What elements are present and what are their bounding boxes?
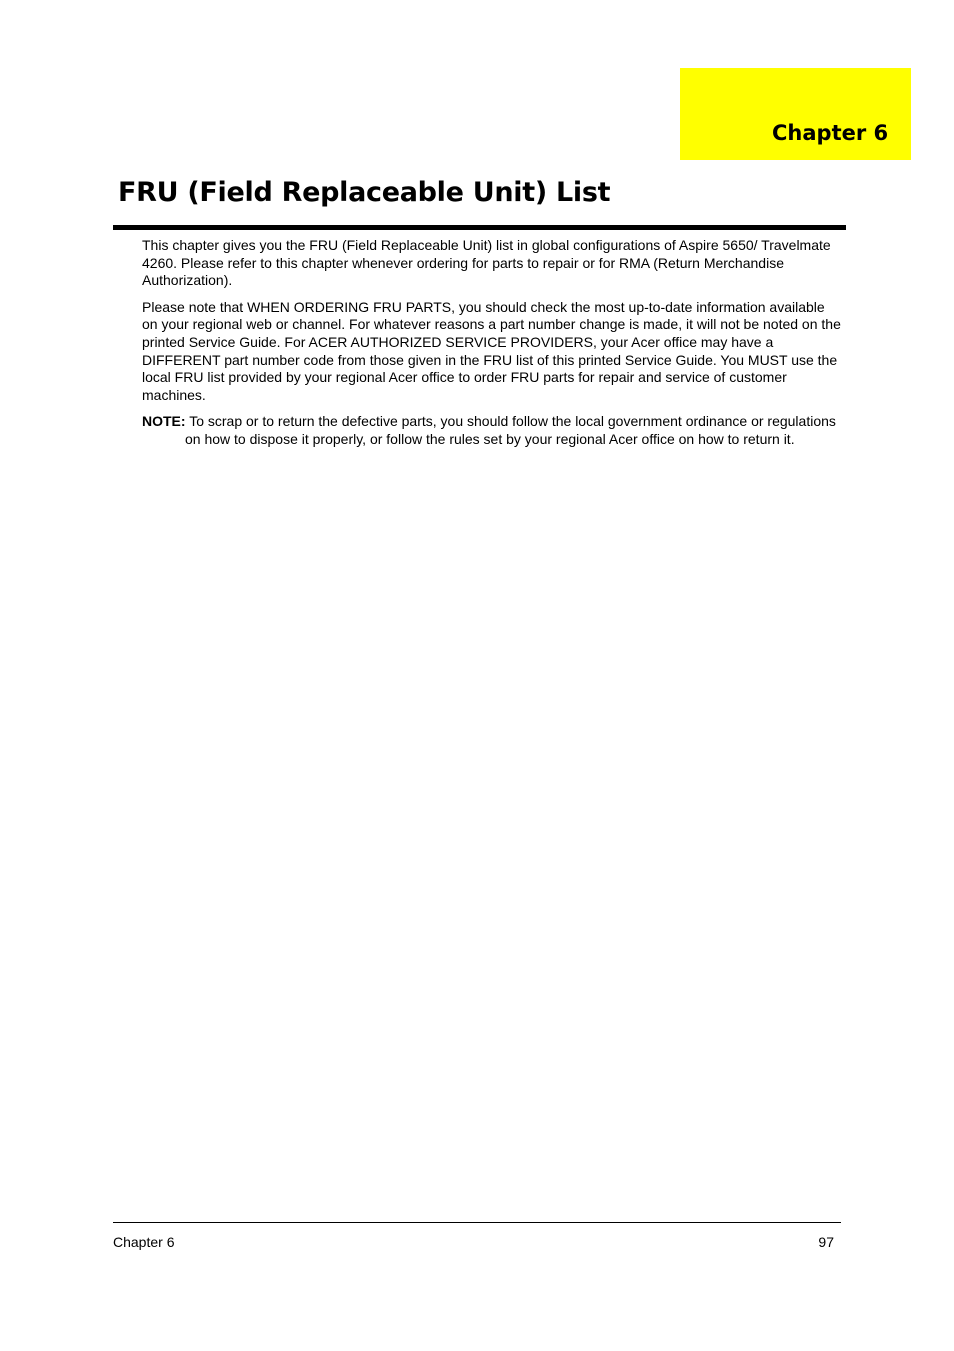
note: [142, 413, 842, 448]
note-text: To scrap or to return the defective parts, you should follow the local government ordinance or regulations on how to dispose it properly, or follow the rules set by your regional Acer office on how to return it.: [185, 413, 836, 448]
chapter-tab-label: Chapter 6: [772, 121, 889, 145]
note-label: NOTE:: [142, 413, 186, 430]
intro-paragraph: This chapter gives you the FRU (Field Replaceable Unit) list in global configurations of Aspire 5650/ Travelmate 4260. Please refer to this chapter whenever ordering for parts to repair or for RMA (Return Merchandise Authorization).: [142, 237, 831, 289]
page-title: FRU (Field Replaceable Unit) List: [118, 177, 611, 208]
footer-divider: [113, 1222, 841, 1223]
footer-chapter: Chapter 6: [113, 1234, 175, 1250]
chapter-intro: [142, 237, 842, 449]
chapter-tab: [680, 68, 911, 160]
title-divider: [113, 225, 846, 230]
ordering-paragraph: Please note that WHEN ORDERING FRU PARTS, you should check the most up-to-date information available on your regional web or channel. For whatever reasons a part number change is made, it will not be noted on the printed Service Guide. For ACER AUTHORIZED SERVICE PROVIDERS, your Acer office may have a DIFFERENT part number code from those given in the FRU list of this printed Service Guide. You MUST use the local FRU list provided by your regional Acer office to order FRU parts for repair and service of customer machines.: [142, 298, 841, 404]
footer-page-number: 97: [818, 1234, 834, 1250]
